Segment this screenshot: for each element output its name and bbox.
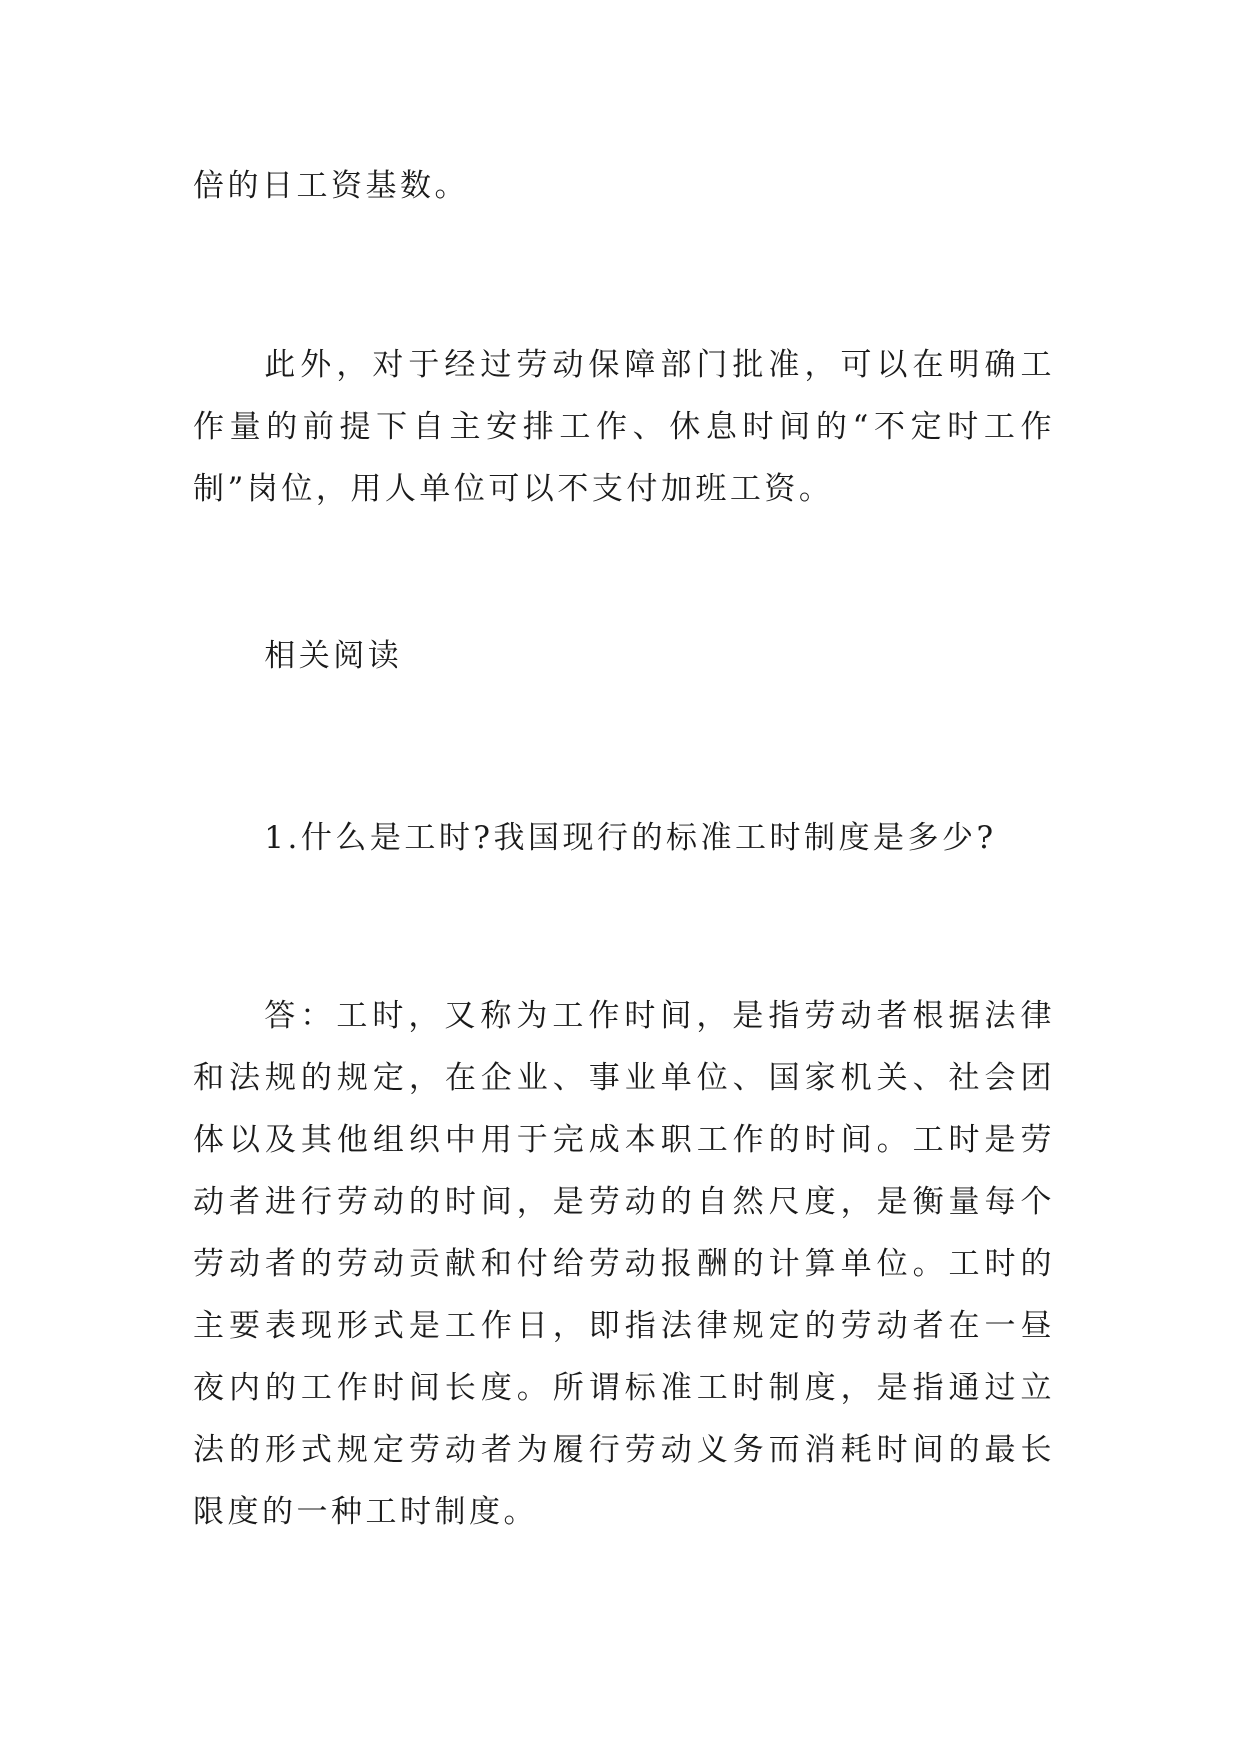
section-heading-related-reading: 相关阅读 xyxy=(264,638,403,674)
paragraph-irregular-hours: 此外，对于经过劳动保障部门批准，可以在明确工作量的前提下自主安排工作、休息时间的“不定时工作制”岗位，用人单位可以不支付加班工资。 xyxy=(193,347,1055,507)
answer-paragraph: 答：工时，又称为工作时间，是指劳动者根据法律和法规的规定，在企业、事业单位、国家机关、社会团体以及其他组织中用于完成本职工作的时间。工时是劳动者进行劳动的时间，是劳动的自然尺度，是衡量每个劳动者的劳动贡献和付给劳动报酬的计算单位。工时的主要表现形式是工作日，即指法律规定的劳动者在一昼夜内的工作时间长度。所谓标准工时制度，是指通过立法的形式规定劳动者为履行劳动义务而消耗时间的最长限度的一种工时制度。 xyxy=(193,998,1055,1530)
question-heading: 1.什么是工时?我国现行的标准工时制度是多少? xyxy=(264,820,997,856)
paragraph-continuation: 倍的日工资基数。 xyxy=(193,168,469,204)
